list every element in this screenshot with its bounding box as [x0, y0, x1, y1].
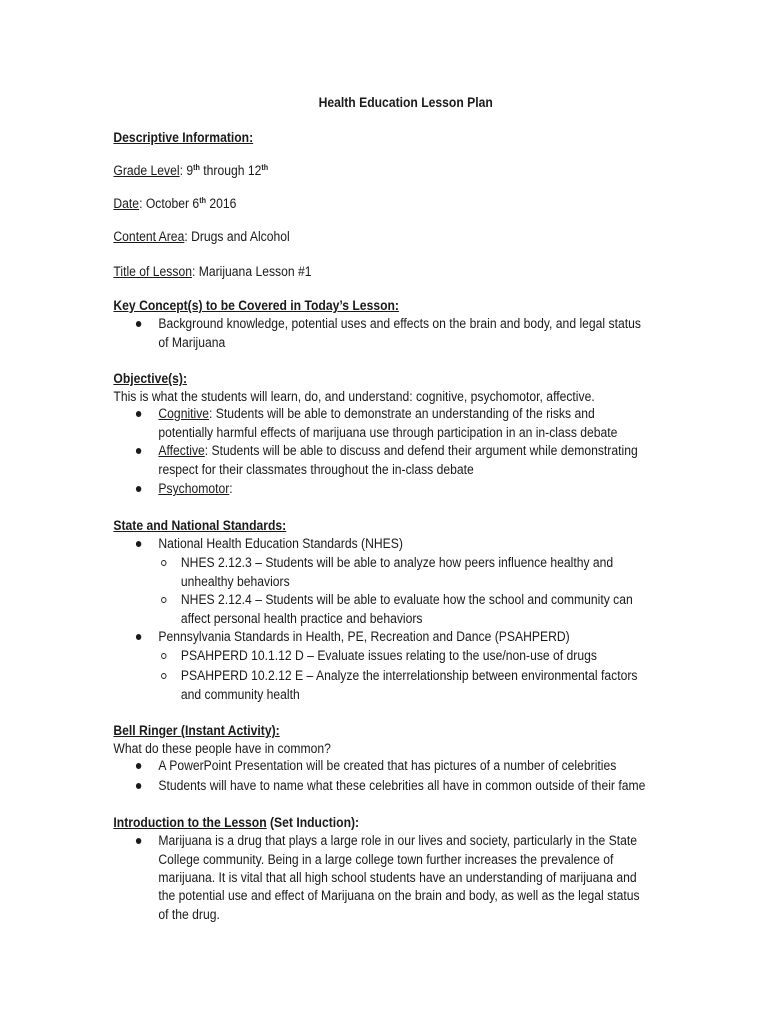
document-title: Health Education Lesson Plan: [318, 95, 493, 110]
introduction-heading-main: Introduction to the Lesson: [113, 815, 267, 830]
sub-bullet-icon: [161, 560, 166, 566]
date-year: 2016: [206, 196, 237, 211]
content-area-value: : Drugs and Alcohol: [184, 229, 290, 244]
bell-ringer-item: Students will have to name what these celebrities all have in common outside of their fame: [158, 778, 646, 793]
date-line: [113, 194, 236, 213]
sub-bullet-icon: [161, 673, 166, 679]
psahperd-10-2-12-e-line2: and community health: [180, 687, 300, 702]
affective-label: Affective: [158, 443, 205, 458]
bullet-icon: [136, 411, 141, 417]
date-value: : October 6: [139, 196, 200, 211]
psychomotor-objective: [158, 479, 232, 498]
standards-heading: State and National Standards:: [113, 518, 287, 533]
bell-ringer-item: A PowerPoint Presentation will be created that has pictures of a number of celebrities: [158, 758, 617, 773]
grade-level-line: [113, 161, 268, 180]
bullet-icon: [136, 321, 141, 327]
grade-level-label: Grade Level: [113, 163, 180, 178]
psychomotor-label: Psychomotor: [158, 481, 230, 496]
date-sup: th: [199, 196, 207, 205]
bullet-icon: [136, 448, 141, 454]
introduction-line: marijuana. It is vital that all high school students have an understanding of marijuana and: [158, 870, 637, 885]
objectives-intro: This is what the students will learn, do, and understand: cognitive, psychomotor, affective.: [113, 389, 595, 404]
grade-level-sup-end: th: [261, 163, 269, 172]
affective-text: : Students will be able to discuss and defend their argument while demonstrating: [204, 443, 638, 458]
sub-bullet-icon: [161, 597, 166, 603]
bullet-icon: [136, 783, 141, 789]
nhes-2-12-3-line1: NHES 2.12.3 – Students will be able to analyze how peers influence healthy and: [180, 555, 614, 570]
grade-level-sup-start: th: [193, 163, 200, 172]
introduction-line: the potential use and effect of Marijuana on the brain and body, as well as the legal status: [158, 888, 640, 903]
bullet-icon: [136, 486, 141, 492]
bell-ringer-question: What do these people have in common?: [113, 741, 331, 756]
lesson-title-value: : Marijuana Lesson #1: [191, 264, 312, 279]
cognitive-label: Cognitive: [158, 406, 210, 421]
psahperd-item: Pennsylvania Standards in Health, PE, Recreation and Dance (PSAHPERD): [158, 629, 570, 644]
nhes-2-12-3-line2: unhealthy behaviors: [180, 574, 290, 589]
key-concepts-item-line1: Background knowledge, potential uses and effects on the brain and body, and legal status: [158, 316, 641, 331]
affective-objective-line1: [158, 441, 637, 460]
nhes-2-12-4-line2: affect personal health practice and behaviors: [180, 611, 423, 626]
affective-objective-line2: respect for their classmates throughout the in-class debate: [158, 462, 474, 477]
cognitive-text: : Students will be able to demonstrate an understanding of the risks and: [209, 406, 595, 421]
introduction-heading: [113, 813, 359, 832]
content-area-line: [113, 227, 289, 246]
sub-bullet-icon: [161, 653, 166, 659]
psahperd-10-2-12-e-line1: PSAHPERD 10.2.12 E – Analyze the interrelationship between environmental factors: [180, 668, 638, 683]
introduction-heading-suffix: (Set Induction):: [266, 815, 360, 830]
psahperd-10-1-12-d: PSAHPERD 10.1.12 D – Evaluate issues relating to the use/non-use of drugs: [180, 648, 597, 663]
lesson-title-line: [113, 262, 311, 281]
bullet-icon: [136, 838, 141, 844]
date-label: Date: [113, 196, 140, 211]
descriptive-heading: Descriptive Information:: [113, 130, 254, 145]
introduction-line: Marijuana is a drug that plays a large role in our lives and society, particularly in the State: [158, 833, 638, 848]
cognitive-objective-line1: [158, 404, 594, 423]
lesson-title-label: Title of Lesson: [113, 264, 192, 279]
grade-level-value-end: through 12: [199, 163, 262, 178]
key-concepts-heading: Key Concept(s) to be Covered in Today’s Lesson:: [113, 298, 399, 313]
bullet-icon: [136, 541, 141, 547]
cognitive-objective-line2: potentially harmful effects of marijuana use through participation in an in-class debate: [158, 425, 618, 440]
grade-level-value: : 9: [179, 163, 194, 178]
content-area-label: Content Area: [113, 229, 185, 244]
bullet-icon: [136, 763, 141, 769]
nhes-2-12-4-line1: NHES 2.12.4 – Students will be able to evaluate how the school and community can: [180, 592, 633, 607]
objectives-heading: Objective(s):: [113, 371, 188, 386]
key-concepts-item-line2: of Marijuana: [158, 335, 226, 350]
psychomotor-text: :: [229, 481, 233, 496]
nhes-item: National Health Education Standards (NHES): [158, 536, 403, 551]
bell-ringer-heading: Bell Ringer (Instant Activity):: [113, 723, 280, 738]
bullet-icon: [136, 634, 141, 640]
introduction-line: College community. Being in a large college town further increases the prevalence of: [158, 852, 614, 867]
introduction-line: of the drug.: [158, 907, 220, 922]
